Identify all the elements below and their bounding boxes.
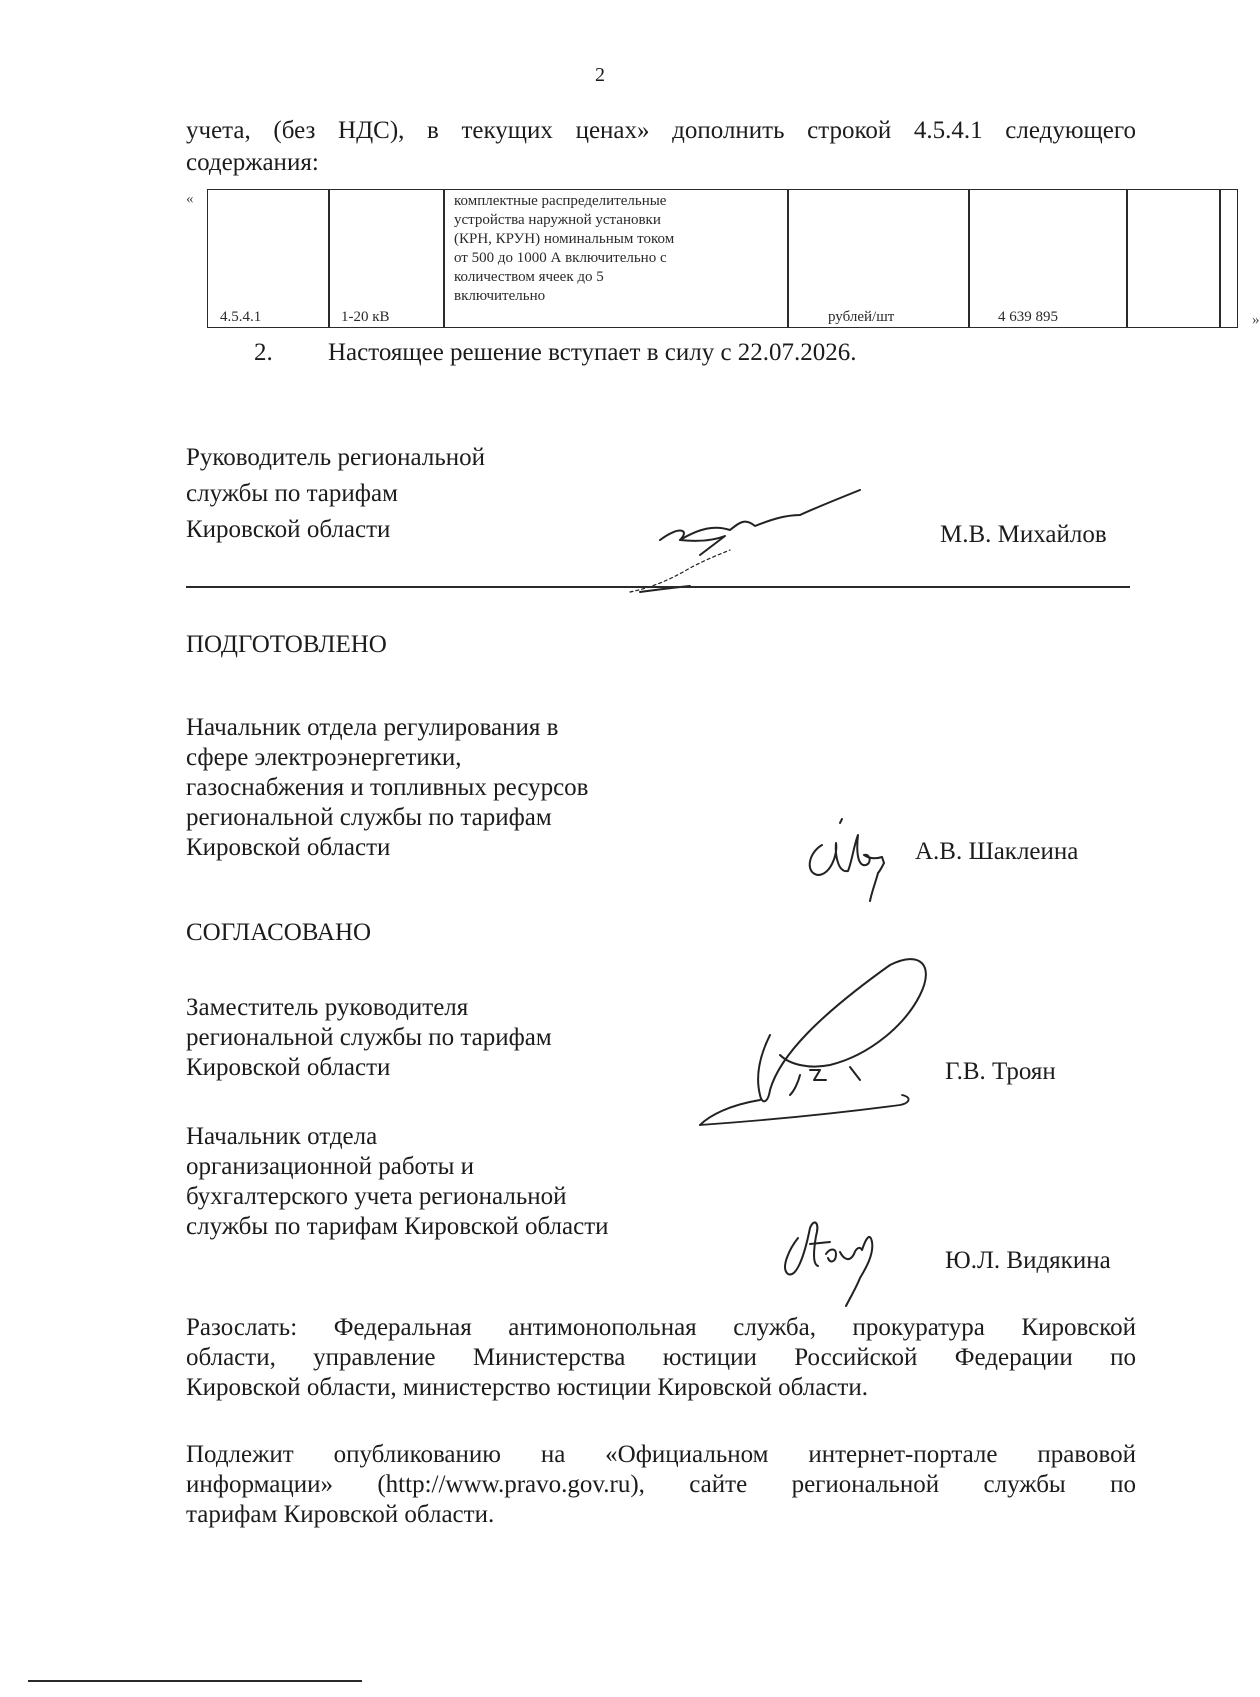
head-signatory-name: М.В. Михайлов	[940, 521, 1107, 548]
signature-vidyakina	[770, 1208, 900, 1308]
clause-text: Настоящее решение вступает в силу с 22.07.2026.	[328, 339, 857, 366]
title-line: службы по тарифам	[186, 480, 398, 507]
publication-block	[186, 1440, 1136, 1530]
page-number: 2	[595, 64, 605, 86]
footer-divider	[28, 1680, 362, 1682]
title-line: службы по тарифам Кировской области	[186, 1213, 609, 1240]
agreed-signatory2-name: Ю.Л. Видякина	[945, 1247, 1111, 1274]
distribution-line: области, управление Министерства юстиции Российской Федерации по	[186, 1344, 1136, 1371]
title-line: Кировской области	[186, 1054, 391, 1081]
prepared-name: А.В. Шаклеина	[915, 838, 1079, 865]
signature-troyan	[690, 955, 950, 1145]
description-line: (КРН, КРУН) номинальным током	[454, 231, 675, 247]
title-line: Начальник отдела	[186, 1123, 378, 1150]
distribution-block	[186, 1313, 1136, 1403]
title-line: Кировской области	[186, 516, 391, 543]
row-number: 4.5.4.1	[220, 309, 262, 325]
title-line: сфере электроэнергетики,	[186, 744, 462, 771]
clause-number: 2.	[254, 339, 273, 366]
row-value: 4 639 895	[998, 309, 1058, 325]
signature-shakleina	[800, 815, 910, 905]
title-line: организационной работы и	[186, 1153, 475, 1180]
publication-line: тарифам Кировской области.	[186, 1501, 495, 1528]
title-line: Руководитель региональной	[186, 444, 485, 471]
publication-line: Подлежит опубликованию на «Официальном интернет-портале правовой	[186, 1441, 1136, 1468]
row-unit: рублей/шт	[828, 309, 895, 325]
title-line: Заместитель руководителя	[186, 994, 469, 1021]
tariff-table	[207, 189, 1238, 328]
title-line: Начальник отдела регулирования в	[186, 714, 559, 741]
table-open-quote: «	[186, 191, 194, 207]
agreed-signatory1-name: Г.В. Троян	[945, 1058, 1056, 1085]
head-signatory-title	[186, 443, 485, 545]
title-line: Кировской области	[186, 834, 391, 861]
signature-divider	[186, 586, 1130, 588]
agreed-signatory2-title	[186, 1122, 609, 1242]
agreed-signatory1-title	[186, 993, 552, 1083]
table-close-quote: »	[1252, 312, 1260, 328]
description-line: включительно	[454, 288, 546, 304]
publication-line: информации» (http://www.pravo.gov.ru), сайте региональной службы по	[186, 1471, 1136, 1498]
distribution-line: Разослать: Федеральная антимонопольная служба, прокуратура Кировской	[186, 1314, 1136, 1341]
description-line: устройства наружной установки	[454, 212, 661, 228]
intro-line-2: содержания:	[186, 149, 319, 176]
prepared-heading: ПОДГОТОВЛЕНО	[186, 631, 387, 658]
description-line: комплектные распределительные	[454, 193, 667, 209]
title-line: бухгалтерского учета региональной	[186, 1183, 567, 1210]
description-line: от 500 до 1000 А включительно с	[454, 250, 667, 266]
signature-mikhailov	[540, 470, 870, 600]
agreed-heading: СОГЛАСОВАНО	[186, 919, 372, 946]
row-description	[454, 192, 674, 306]
description-line: количеством ячеек до 5	[454, 269, 604, 285]
title-line: газоснабжения и топливных ресурсов	[186, 774, 589, 801]
prepared-title	[186, 713, 589, 863]
title-line: региональной службы по тарифам	[186, 1024, 552, 1051]
row-voltage: 1-20 кВ	[341, 309, 390, 325]
intro-line-1: учета, (без НДС), в текущих ценах» дополнить строкой 4.5.4.1 следующего	[186, 117, 1136, 144]
distribution-line: Кировской области, министерство юстиции Кировской области.	[186, 1374, 868, 1401]
title-line: региональной службы по тарифам	[186, 804, 552, 831]
